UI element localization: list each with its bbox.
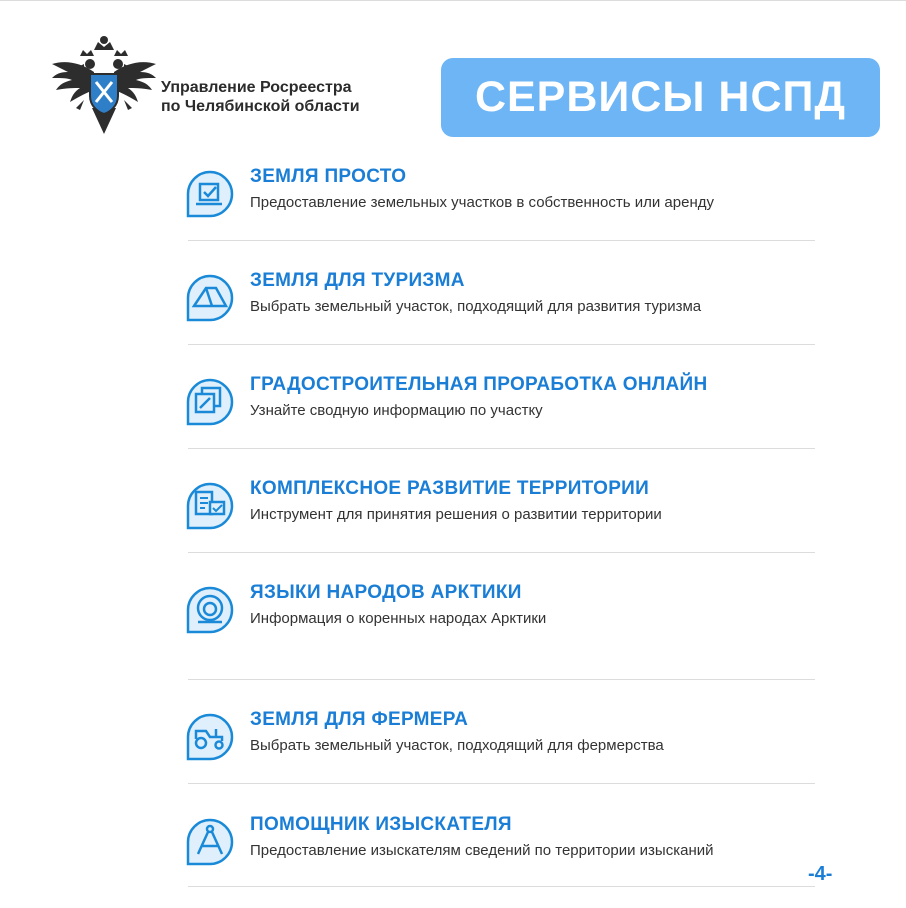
service-description: Узнайте сводную информацию по участку <box>250 402 543 419</box>
service-title: ЯЗЫКИ НАРОДОВ АРКТИКИ <box>250 582 522 603</box>
org-name-line-1: Управление Росреестра <box>161 79 352 96</box>
service-description: Предоставление изыскателям сведений по территории изысканий <box>250 842 714 859</box>
service-title: ПОМОЩНИК ИЗЫСКАТЕЛЯ <box>250 814 512 835</box>
service-item-zemlya-dlya-turizma[interactable] <box>186 270 816 340</box>
service-title: ГРАДОСТРОИТЕЛЬНАЯ ПРОРАБОТКА ОНЛАЙН <box>250 374 708 395</box>
service-description: Выбрать земельный участок, подходящий для развития туризма <box>250 298 702 315</box>
banner-title: СЕРВИСЫ НСПД <box>474 73 847 121</box>
checklist-icon <box>186 482 234 534</box>
page-number: -4- <box>808 863 833 885</box>
service-item-pomoshchnik-izyskatelya[interactable] <box>186 814 816 884</box>
organization-name <box>161 78 360 116</box>
divider <box>188 448 815 449</box>
service-description: Информация о коренных народах Арктики <box>250 610 547 627</box>
service-title: КОМПЛЕКСНОЕ РАЗВИТИЕ ТЕРРИТОРИИ <box>250 478 650 499</box>
tent-icon <box>186 274 234 326</box>
arctic-hood-icon <box>186 586 234 638</box>
divider <box>188 679 815 680</box>
service-title: ЗЕМЛЯ ДЛЯ ТУРИЗМА <box>250 270 465 291</box>
service-item-kompleksnoe-razvitie[interactable] <box>186 478 816 548</box>
divider <box>188 344 815 345</box>
divider <box>188 886 815 887</box>
divider <box>188 552 815 553</box>
service-item-gradostroitelnaya-prorabotka[interactable] <box>186 374 816 444</box>
service-title: ЗЕМЛЯ ПРОСТО <box>250 166 407 187</box>
service-title: ЗЕМЛЯ ДЛЯ ФЕРМЕРА <box>250 709 469 730</box>
divider <box>188 783 815 784</box>
service-item-zemlya-dlya-fermera[interactable] <box>186 709 816 779</box>
service-description: Выбрать земельный участок, подходящий для фермерства <box>250 737 664 754</box>
compass-icon <box>186 818 234 870</box>
tractor-icon <box>186 713 234 765</box>
divider <box>188 240 815 241</box>
double-headed-eagle-emblem-icon <box>50 34 158 138</box>
service-item-yazyki-narodov-arktiki[interactable] <box>186 582 816 652</box>
service-description: Предоставление земельных участков в собственность или аренду <box>250 194 714 211</box>
service-item-zemlya-prosto[interactable] <box>186 166 816 236</box>
document-check-icon <box>186 170 234 222</box>
top-border <box>0 0 906 1</box>
org-name-line-2: по Челябинской области <box>161 98 360 115</box>
service-description: Инструмент для принятия решения о развитии территории <box>250 506 662 523</box>
overlapping-squares-icon <box>186 378 234 430</box>
services-banner <box>441 58 880 137</box>
